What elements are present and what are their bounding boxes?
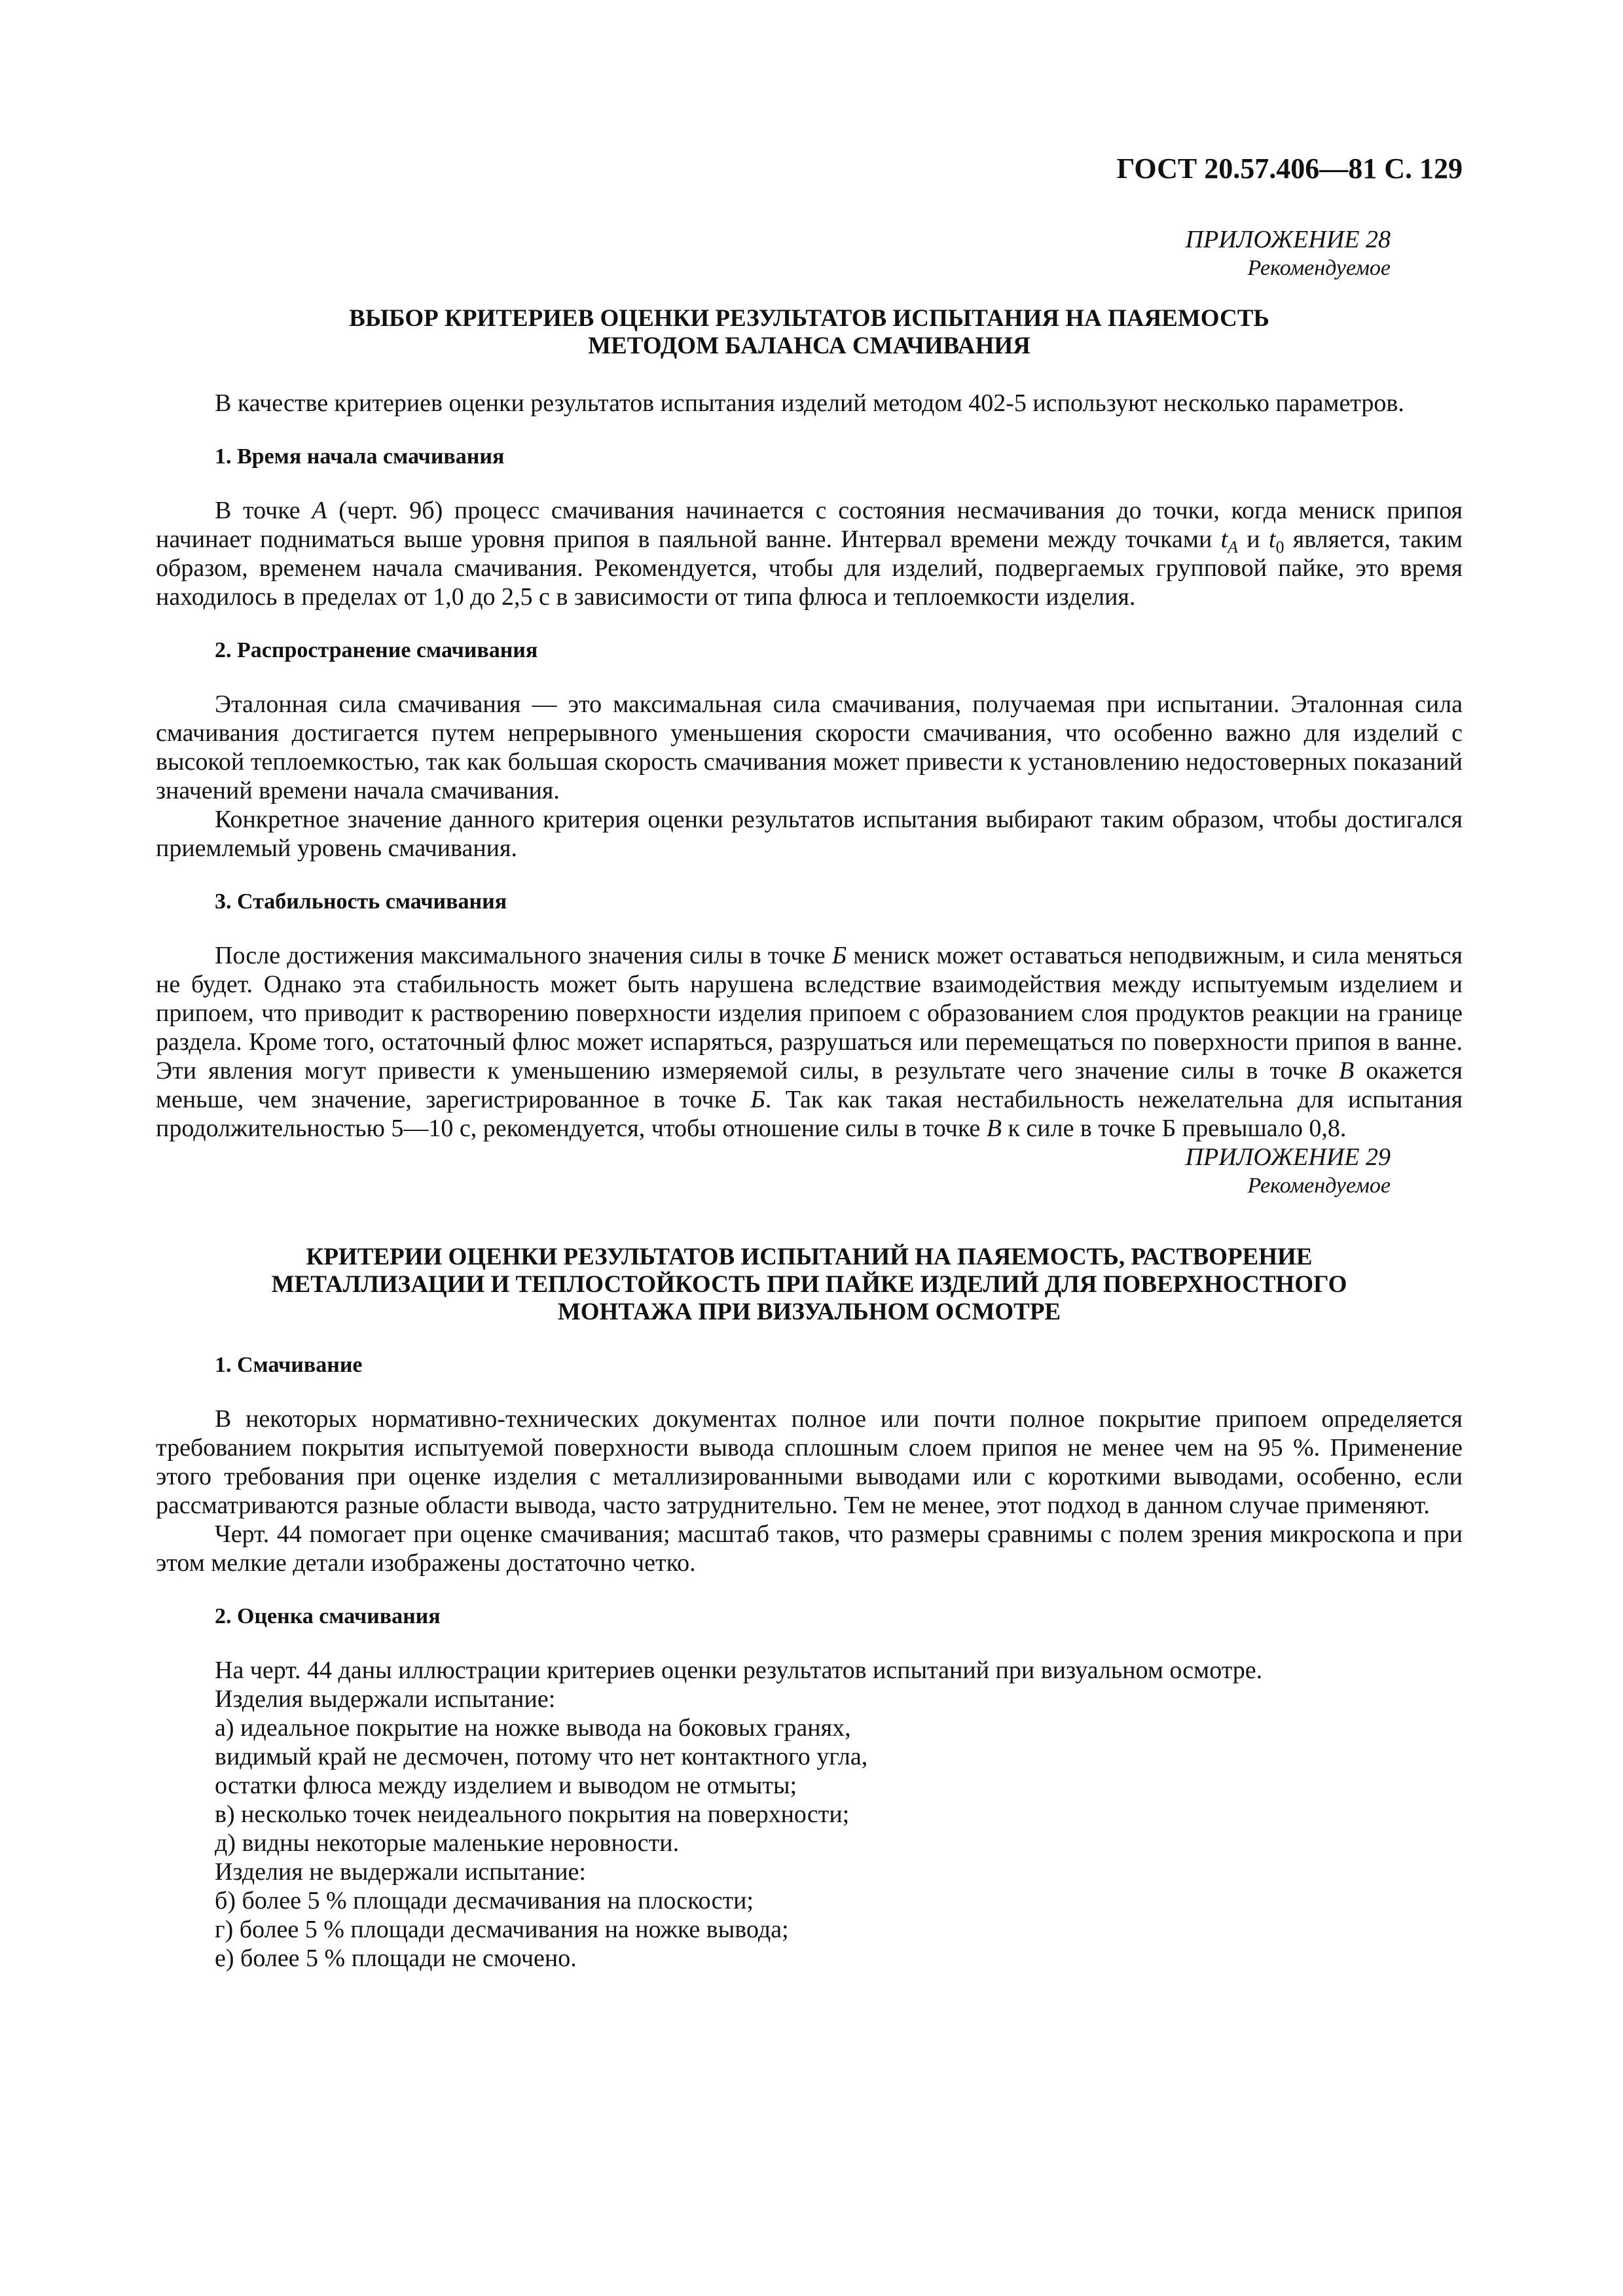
list-item: б) более 5 % площади десмачивания на плоскости; (215, 1887, 754, 1914)
annex-29-title: КРИТЕРИИ ОЦЕНКИ РЕЗУЛЬТАТОВ ИСПЫТАНИЙ НА ПАЯЕМОСТЬ, РАСТВОРЕНИЕ МЕТАЛЛИЗАЦИИ И ТЕПЛОСТОЙКОСТЬ ПРИ ПАЙКЕ ИЗДЕЛИЙ ДЛЯ ПОВЕРХНОСТНОГО МОНТАЖА ПРИ ВИЗУАЛЬНОМ ОСМОТРЕ (271, 1244, 1347, 1325)
page-content (156, 152, 1463, 1973)
annex-28-label-block (156, 225, 1463, 283)
annex-29-label: ПРИЛОЖЕНИЕ 29 (1185, 1143, 1391, 1171)
annex-28-intro: В качестве критериев оценки результатов испытания изделий методом 402-5 используют несколько параметров. (215, 389, 1404, 417)
annex-29-section-1-title: 1. Смачивание (215, 1353, 363, 1377)
list-item: в) несколько точек неидеального покрытия на поверхности; (215, 1801, 850, 1828)
list-item: остатки флюса между изделием и выводом не отмыты; (215, 1772, 797, 1799)
list-item: е) более 5 % площади не смочено. (215, 1945, 577, 1972)
annex-29-section-1-text: В некоторых нормативно-технических документах полное или почти полное покрытие припоем определяется требованием покрытия испытуемой поверхности вывода сплошным слоем припоя не менее чем на 95 %. Применение этого требования при оценке изделия с металлизированными выводами или с короткими выводами, особенно, если рассматриваются разные области вывода, часто затруднительно. Тем не менее, этот подход в данном случае применяют. (156, 1405, 1463, 1519)
annex-29-label-block (156, 1143, 1463, 1200)
list-item: г) более 5 % площади десмачивания на ножке вывода; (215, 1916, 789, 1943)
list-item: д) видны некоторые маленькие неровности. (215, 1829, 680, 1857)
annex-28-status: Рекомендуемое (1247, 256, 1391, 280)
list-item: а) идеальное покрытие на ножке вывода на боковых гранях, (215, 1714, 851, 1742)
annex-28-section-2-text: Эталонная сила смачивания — это максимальная сила смачивания, получаемая при испытании. Эталонная сила смачивания достигается путем непрерывного уменьшения скорости смачивания, что особенно важно для изделий с высокой теплоемкостью, так как большая скорость смачивания может привести к установлению недостоверных показаний значений времени начала смачивания. (156, 691, 1463, 804)
annex-29-section-1-text-2: Черт. 44 помогает при оценке смачивания; масштаб таков, что размеры сравнимы с полем зрения микроскопа и при этом мелкие детали изображены достаточно четко. (156, 1520, 1463, 1577)
annex-28-section-1-text: В точке А (черт. 9б) процесс смачивания начинается с состояния несмачивания до точки, когда мениск припоя начинает подниматься выше уровня припоя в паяльной ванне. Интервал времени между точками $t_A$ и $t_0$ является, таким образом, временем начала смачивания. Рекомендуется, чтобы для изделий, подвергаемых групповой пайке, это время находилось в пределах от 1,0 до 2,5 с в зависимости от типа флюса и теплоемкости изделия. (156, 497, 1463, 611)
annex-28-title: ВЫБОР КРИТЕРИЕВ ОЦЕНКИ РЕЗУЛЬТАТОВ ИСПЫТАНИЯ НА ПАЯЕМОСТЬ МЕТОДОМ БАЛАНСА СМАЧИВАНИЯ (349, 305, 1269, 359)
list-item: Изделия выдержали испытание: (215, 1685, 556, 1713)
page-header: ГОСТ 20.57.406—81 С. 129 (1116, 152, 1463, 185)
annex-28-section-2-text-2: Конкретное значение данного критерия оценки результатов испытания выбирают таким образом, чтобы достигался приемлемый уровень смачивания. (156, 806, 1463, 862)
annex-28-section-1-title: 1. Время начала смачивания (215, 444, 505, 469)
annex-28-section-2-title: 2. Распространение смачивания (215, 638, 538, 662)
annex-28-label: ПРИЛОЖЕНИЕ 28 (1185, 226, 1391, 253)
annex-29-section-2-title: 2. Оценка смачивания (215, 1604, 441, 1628)
list-item: видимый край не десмочен, потому что нет контактного угла, (215, 1743, 868, 1770)
annex-28-section-3-title: 3. Стабильность смачивания (215, 889, 507, 914)
list-item: На черт. 44 даны иллюстрации критериев оценки результатов испытаний при визуальном осмотре. (215, 1657, 1263, 1684)
annex-29-section-2-list (156, 1656, 1463, 1973)
annex-28-section-3-text: После достижения максимального значения силы в точке Б мениск может оставаться неподвижным, и сила меняться не будет. Однако эта стабильность может быть нарушена вследствие взаимодействия между испытуемым изделием и припоем, что приводит к растворению поверхности изделия припоем с образованием слоя продуктов реакции на границе раздела. Кроме того, остаточный флюс может испаряться, разрушаться или перемещаться по поверхности припоя в ванне. Эти явления могут привести к уменьшению измеряемой силы, в результате чего значение силы в точке В окажется меньше, чем значение, зарегистрированное в точке Б. Так как такая нестабильность нежелательна для испытания продолжительностью 5—10 с, рекомендуется, чтобы отношение силы в точке В к силе в точке Б превышало 0,8. (156, 942, 1463, 1142)
list-item: Изделия не выдержали испытание: (215, 1858, 586, 1886)
annex-29-status: Рекомендуемое (1247, 1174, 1391, 1198)
